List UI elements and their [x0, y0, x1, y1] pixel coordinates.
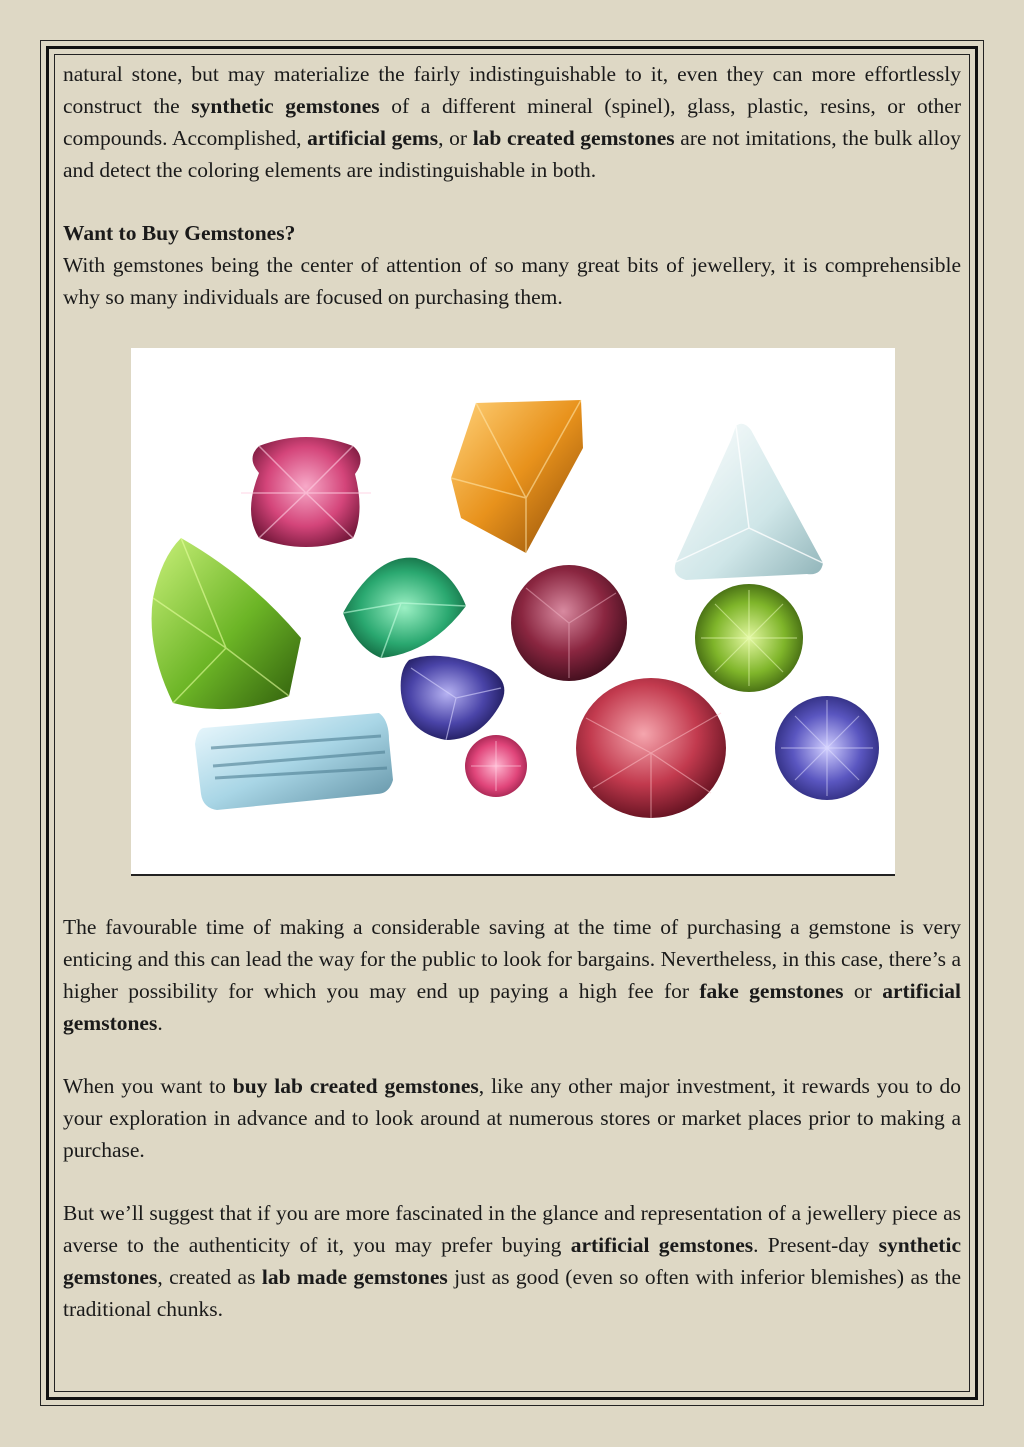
- pink-cushion-gem: [241, 437, 371, 547]
- bold-term: fake gemstones: [699, 979, 844, 1003]
- text-run: or: [843, 979, 883, 1003]
- gemstones-image: [131, 348, 895, 874]
- bold-term: artificial gemstones: [570, 1233, 754, 1257]
- paragraph-bargains: [63, 911, 961, 1039]
- text-run: The favourable time of making a considerable saving at the time of purchasing a gemstone is very enticing and this can lead the way for the public to look for bargains. Nevertheless, in this case, there’s a higher possibility for which you may end up paying a high fee for: [63, 915, 961, 1003]
- text-run: of a different mineral (spinel), glass, plastic, resins, or other compounds. Accomplished,: [63, 94, 962, 150]
- intro-paragraph: [63, 58, 961, 186]
- section-paragraph: With gemstones being the center of attention of so many great bits of jewellery, it is comprehensible why so many individuals are focused on purchasing them.: [63, 253, 961, 309]
- text-run: .: [157, 1011, 163, 1035]
- text-run: . Present-day: [753, 1233, 879, 1257]
- red-oval-gem: [576, 678, 726, 818]
- text-run: But we’ll suggest that if you are more fascinated in the glance and representation of a jewellery piece as averse to the authenticity of it, you may prefer buying: [63, 1201, 961, 1257]
- photo-bottom-rule: [131, 874, 895, 876]
- bold-term: artificial gems: [307, 126, 439, 150]
- small-pink-round-gem: [465, 735, 527, 797]
- text-run: , or: [438, 126, 473, 150]
- upper-text: [63, 58, 961, 313]
- peridot-round-gem: [695, 584, 803, 692]
- text-run: are not imitations, the bulk alloy and detect the coloring elements are indistinguishable in both.: [63, 126, 961, 182]
- violet-round-gem: [775, 696, 879, 800]
- section-heading: Want to Buy Gemstones?: [63, 221, 296, 245]
- lower-text: [63, 911, 961, 1325]
- text-run: When you want to: [63, 1074, 233, 1098]
- bold-term: lab created gemstones: [472, 126, 675, 150]
- gemstones-photo: [131, 348, 895, 878]
- bold-term: buy lab created gemstones: [232, 1074, 479, 1098]
- text-run: , like any other major investment, it rewards you to do your exploration in advance and to look around at numerous stores or market places prior to making a purchase.: [63, 1074, 962, 1162]
- bold-term: synthetic gemstones: [191, 94, 380, 118]
- text-run: , created as: [157, 1265, 262, 1289]
- bold-term: synthetic gemstones: [63, 1233, 961, 1289]
- bold-term: lab made gemstones: [261, 1265, 448, 1289]
- paragraph-research: [63, 1070, 961, 1166]
- bold-term: artificial gemstones: [63, 979, 961, 1035]
- garnet-oval-gem: [511, 565, 627, 681]
- text-run: natural stone, but may materialize the fairly indistinguishable to it, even they can more effortlessly construct the: [63, 62, 961, 118]
- paragraph-suggestion: [63, 1197, 961, 1325]
- text-run: just as good (even so often with inferior blemishes) as the traditional chunks.: [63, 1265, 962, 1321]
